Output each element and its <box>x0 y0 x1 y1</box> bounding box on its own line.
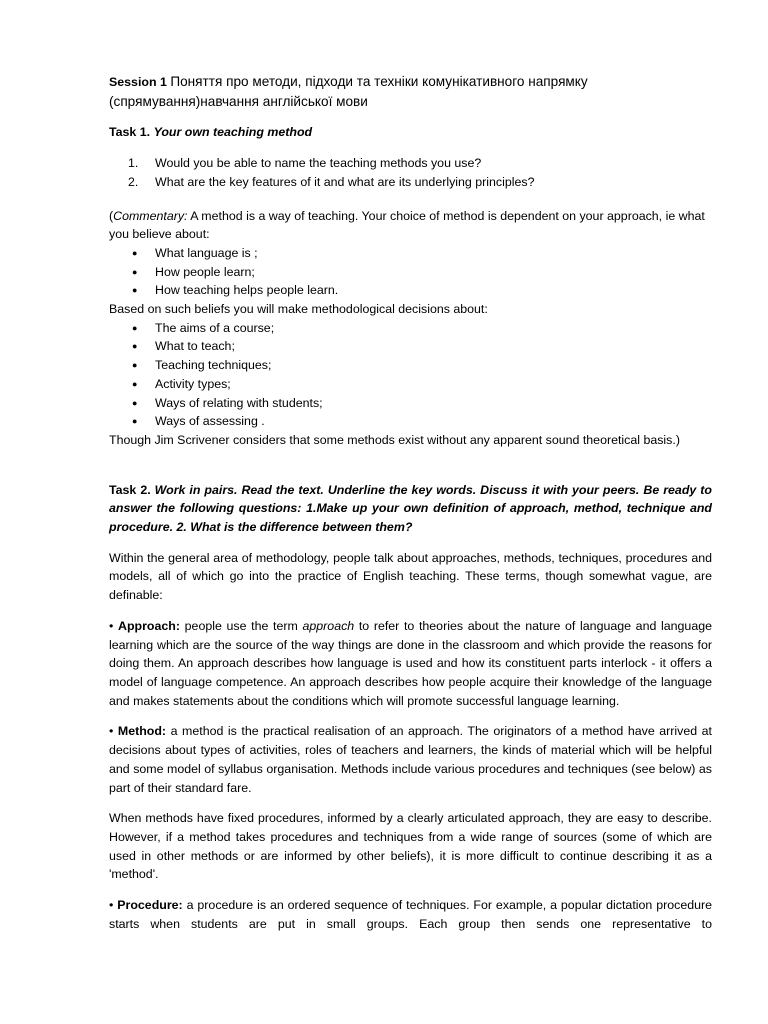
task1-question-list <box>109 154 712 191</box>
session-title: Поняття про методи, підходи та техніки комунікативного напрямку (спрямування)навчання англійської мови <box>109 74 588 109</box>
list-number: 2. <box>128 174 139 189</box>
bullet-icon: ● <box>132 322 138 333</box>
document-body <box>109 72 712 933</box>
bullet-icon: • <box>109 898 114 913</box>
list-item: ● Activity types; <box>109 375 712 394</box>
bullet-icon: • <box>109 724 114 739</box>
approach-paragraph: • Approach: people use the term approach to refer to theories about the nature of language and language learning which are the source of the way things are done in the classroom and which provide the reasons for doing them. An approach describes how language is used and how its constituent parts interlock - it offers a model of language competence. An approach describes how people acquire their knowledge of the language and makes statements about the conditions which will promote successful language learning. <box>109 618 712 708</box>
task1-label: Task 1. <box>109 125 151 140</box>
question-text: Would you be able to name the teaching methods you use? <box>155 156 482 171</box>
bullet-icon: ● <box>132 397 138 408</box>
bullet-icon: ● <box>132 285 138 296</box>
list-item: ● How teaching helps people learn. <box>109 281 712 300</box>
procedure-term: Procedure: <box>117 898 183 913</box>
task2-heading <box>109 481 712 537</box>
list-number: 1. <box>128 156 139 171</box>
commentary-text: A method is a way of teaching. Your choice of method is dependent on your approach, ie what you believe about: <box>109 208 705 242</box>
task1-heading <box>109 123 712 142</box>
list-item: ● Ways of assessing . <box>109 412 712 431</box>
commentary-closing: Though Jim Scrivener considers that some methods exist without any apparent sound theoretical basis.) <box>109 432 680 447</box>
list-item <box>109 173 712 192</box>
task2-label: Task 2. <box>109 482 151 497</box>
procedure-paragraph: • Procedure: a procedure is an ordered sequence of techniques. For example, a popular dictation procedure starts when students are put in small groups. Each group then sends one representative to <box>109 898 713 931</box>
list-item: ● How people learn; <box>109 263 712 282</box>
bullet-icon: ● <box>132 266 138 277</box>
bullet-icon: ● <box>132 416 138 427</box>
list-item: ● What to teach; <box>109 337 712 356</box>
question-text: What are the key features of it and what are its underlying principles? <box>155 174 535 189</box>
methods-paragraph: When methods have fixed procedures, informed by a clearly articulated approach, they are easy to describe. However, if a method takes procedures and techniques from a wide range of sources (some of which are used in other methods or are informed by other beliefs), it is more difficult to continue describing it as a 'method'. <box>109 811 712 882</box>
decisions-intro: Based on such beliefs you will make methodological decisions about: <box>109 302 488 317</box>
bullet-icon: ● <box>132 360 138 371</box>
list-item: ● Ways of relating with students; <box>109 394 712 413</box>
task2-instruction: Work in pairs. Read the text. Underline the key words. Discuss it with your peers. Be ready to answer the following questions: 1.Make up your own definition of approach, method, technique and procedure. 2. What is the difference between them? <box>109 482 712 535</box>
bullet-icon: ● <box>132 247 138 258</box>
list-item <box>109 154 712 173</box>
method-term: Method: <box>117 724 167 739</box>
beliefs-list <box>109 244 712 300</box>
decisions-list <box>109 319 712 431</box>
bullet-icon: ● <box>132 378 138 389</box>
list-item: ● The aims of a course; <box>109 319 712 338</box>
approach-term: Approach: <box>118 618 180 633</box>
bullet-icon: • <box>109 618 114 633</box>
method-paragraph: • Method: a method is the practical realisation of an approach. The originators of a method have arrived at decisions about types of activities, roles of teachers and learners, the kinds of material which will be helpful and some model of syllabus organisation. Methods include various procedures and techniques (see below) as part of their standard fare. <box>109 724 713 795</box>
list-item: ● Teaching techniques; <box>109 356 712 375</box>
list-item: ● What language is ; <box>109 244 712 263</box>
task1-title: Your own teaching method <box>153 125 313 140</box>
commentary-paragraph: (Commentary: A method is a way of teaching. Your choice of method is dependent on your approach, ie what you believe about: <box>109 208 705 242</box>
intro-paragraph: Within the general area of methodology, people talk about approaches, methods, techniques, procedures and models, all of which go into the practice of English teaching. These terms, though somewhat vague, are definable: <box>109 550 712 603</box>
commentary-label: Commentary: <box>113 208 188 223</box>
session-heading <box>109 72 712 111</box>
session-label: Session 1 <box>109 75 167 89</box>
bullet-icon: ● <box>132 341 138 352</box>
approach-italic-term: approach <box>302 618 355 633</box>
